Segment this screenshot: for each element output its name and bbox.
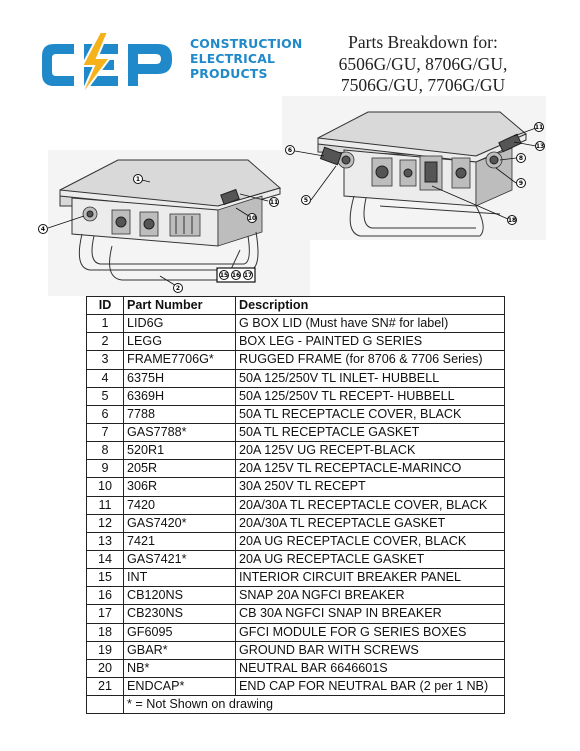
cell-part-number: INT (124, 569, 236, 587)
table-row (87, 623, 505, 641)
cell-description: 20A/30A TL RECEPTACLE COVER, BLACK (236, 496, 505, 514)
cell-part-number: 7420 (124, 496, 236, 514)
callout-15 (220, 271, 229, 280)
cell-part-number: LID6G (124, 315, 236, 333)
cell-part-number: CB230NS (124, 605, 236, 623)
cell-id: 15 (87, 569, 124, 587)
title-line: 7506G/GU, 7706G/GU (340, 75, 506, 95)
title-line: Parts Breakdown for: (348, 32, 498, 52)
cell-part-number: LEGG (124, 333, 236, 351)
cell-part-number: GF6095 (124, 623, 236, 641)
svg-text:11: 11 (269, 199, 279, 207)
inlet-face (87, 211, 93, 217)
cell-id: 18 (87, 623, 124, 641)
cell-part-number: 6369H (124, 387, 236, 405)
cell-part-number: 7788 (124, 405, 236, 423)
column-header-description: Description (236, 297, 505, 315)
svg-text:10: 10 (247, 215, 257, 223)
cell-description: BOX LEG - PAINTED G SERIES (236, 333, 505, 351)
cell-part-number: ENDCAP* (124, 677, 236, 695)
cell-description: 20A 125V UG RECEPT-BLACK (236, 442, 505, 460)
breaker-panel (170, 214, 200, 236)
callout-1 (134, 175, 143, 184)
cell-id: 21 (87, 677, 124, 695)
svg-text:13: 13 (535, 143, 545, 151)
cell-description: G BOX LID (Must have SN# for label) (236, 315, 505, 333)
cell-id: 19 (87, 641, 124, 659)
callout-10 (248, 214, 257, 223)
table-row (87, 641, 505, 659)
cell-part-number: GBAR* (124, 641, 236, 659)
receptacle-face (144, 219, 154, 229)
cell-description: GFCI MODULE FOR G SERIES BOXES (236, 623, 505, 641)
cell-id: 7 (87, 423, 124, 441)
cell-id: 14 (87, 550, 124, 568)
table-row (87, 387, 505, 405)
svg-text:8: 8 (518, 155, 524, 163)
cell-id: 13 (87, 532, 124, 550)
cell-description: 50A TL RECEPTACLE COVER, BLACK (236, 405, 505, 423)
callout-11 (270, 198, 279, 207)
cell-description: 20A 125V TL RECEPTACLE-MARINCO (236, 460, 505, 478)
company-line: PRODUCTS (190, 66, 268, 81)
cell-part-number: GAS7420* (124, 514, 236, 532)
cell-part-number: 306R (124, 478, 236, 496)
cell-description: 20A/30A TL RECEPTACLE GASKET (236, 514, 505, 532)
svg-text:9: 9 (518, 180, 524, 188)
cell-description: GROUND BAR WITH SCREWS (236, 641, 505, 659)
svg-text:2: 2 (175, 285, 181, 293)
cell-id: 11 (87, 496, 124, 514)
table-row (87, 569, 505, 587)
table-row (87, 677, 505, 695)
title-line: 6506G/GU, 8706G/GU, (338, 53, 508, 74)
table-row (87, 587, 505, 605)
svg-text:17: 17 (243, 272, 253, 280)
column-header-id: ID (87, 297, 124, 315)
cell-part-number: GAS7421* (124, 550, 236, 568)
cell-id: 9 (87, 460, 124, 478)
svg-text:5: 5 (303, 197, 309, 205)
cell-part-number: 205R (124, 460, 236, 478)
cell-description: 20A UG RECEPTACLE GASKET (236, 550, 505, 568)
cell-id: 8 (87, 442, 124, 460)
table-row (87, 514, 505, 532)
company-line: CONSTRUCTION (190, 36, 303, 51)
callout-6 (286, 146, 295, 155)
gfci-face (425, 162, 437, 182)
table-row (87, 478, 505, 496)
cell-id: 12 (87, 514, 124, 532)
cell-id: 20 (87, 659, 124, 677)
company-line: ELECTRICAL (190, 51, 276, 66)
table-row (87, 659, 505, 677)
50a-receptacle-face (342, 156, 350, 164)
table-header-row (87, 297, 505, 315)
cell-description: CB 30A NGFCI SNAP IN BREAKER (236, 605, 505, 623)
cell-part-number: 7421 (124, 532, 236, 550)
table-row (87, 351, 505, 369)
table-row (87, 315, 505, 333)
column-header-part-number: Part Number (124, 297, 236, 315)
cell-id: 4 (87, 369, 124, 387)
footnote-row (87, 696, 505, 714)
svg-text:16: 16 (231, 272, 241, 280)
table-row (87, 496, 505, 514)
side-receptacle-face (490, 156, 498, 164)
callout-4 (39, 225, 48, 234)
table-row (87, 369, 505, 387)
svg-text:6: 6 (287, 147, 293, 155)
callout-17 (244, 271, 253, 280)
cell-part-number: FRAME7706G* (124, 351, 236, 369)
svg-text:11: 11 (534, 124, 544, 132)
cell-description: NEUTRAL BAR 6646601S (236, 659, 505, 677)
table-row (87, 460, 505, 478)
callout-9 (517, 179, 526, 188)
svg-text:4: 4 (40, 226, 46, 234)
cell-id: 2 (87, 333, 124, 351)
cell-part-number: 6375H (124, 369, 236, 387)
table-row (87, 423, 505, 441)
cell-id: 1 (87, 315, 124, 333)
exploded-drawing (0, 0, 580, 298)
cell-part-number: NB* (124, 659, 236, 677)
cell-id: 16 (87, 587, 124, 605)
cell-id: 17 (87, 605, 124, 623)
callout-16 (232, 271, 241, 280)
cell-description: SNAP 20A NGFCI BREAKER (236, 587, 505, 605)
callout-11 (535, 123, 544, 132)
cell-id: 6 (87, 405, 124, 423)
table-row (87, 333, 505, 351)
cell-id: 5 (87, 387, 124, 405)
callout-13 (536, 142, 545, 151)
table-row (87, 605, 505, 623)
svg-text:1: 1 (135, 176, 141, 184)
cell-part-number: 520R1 (124, 442, 236, 460)
cell-description: 50A TL RECEPTACLE GASKET (236, 423, 505, 441)
svg-text:15: 15 (219, 272, 229, 280)
callout-18 (508, 216, 517, 225)
receptacle-face (376, 166, 388, 178)
cell-id: 10 (87, 478, 124, 496)
table-row (87, 532, 505, 550)
cell-description: 20A UG RECEPTACLE COVER, BLACK (236, 532, 505, 550)
cell-id: 3 (87, 351, 124, 369)
cell-id-blank (87, 696, 124, 714)
cell-part-number: GAS7788* (124, 423, 236, 441)
parts-table (86, 296, 505, 714)
receptacle-face (404, 169, 412, 177)
receptacle-face (116, 217, 126, 227)
cell-description: END CAP FOR NEUTRAL BAR (2 per 1 NB) (236, 677, 505, 695)
cell-description: INTERIOR CIRCUIT BREAKER PANEL (236, 569, 505, 587)
callout-2 (174, 284, 183, 293)
cell-description: 50A 125/250V TL RECEPT- HUBBELL (236, 387, 505, 405)
parts-table-body (87, 315, 505, 714)
cell-description: 30A 250V TL RECEPT (236, 478, 505, 496)
cell-part-number: CB120NS (124, 587, 236, 605)
table-row (87, 550, 505, 568)
callout-8 (517, 154, 526, 163)
footnote: * = Not Shown on drawing (124, 696, 505, 714)
cell-description: 50A 125/250V TL INLET- HUBBELL (236, 369, 505, 387)
receptacle-face (456, 168, 466, 178)
table-row (87, 442, 505, 460)
svg-text:18: 18 (507, 217, 517, 225)
table-row (87, 405, 505, 423)
callout-5 (302, 196, 311, 205)
cell-description: RUGGED FRAME (for 8706 & 7706 Series) (236, 351, 505, 369)
